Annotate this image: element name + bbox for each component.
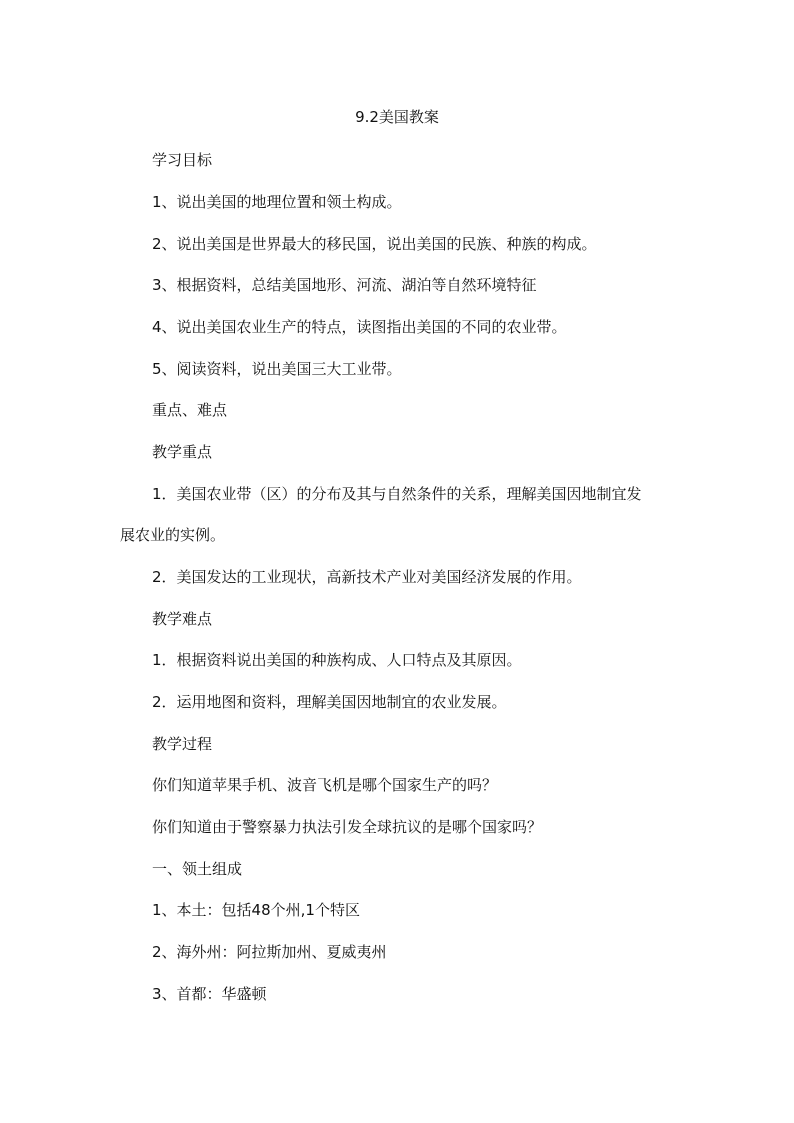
focus-item-1: 1．美国农业带（区）的分布及其与自然条件的关系，理解美国因地制宜发 [152, 485, 642, 503]
territory-item-1: 1、本土：包括48个州,1个特区 [152, 901, 360, 919]
heading-teaching-difficulty: 教学难点 [152, 610, 213, 628]
focus-item-1-continued: 展农业的实例。 [120, 526, 226, 544]
territory-item-3: 3、首都：华盛顿 [152, 985, 267, 1003]
goal-item-2: 2、说出美国是世界最大的移民国，说出美国的民族、种族的构成。 [152, 235, 597, 253]
difficulty-item-2: 2．运用地图和资料，理解美国因地制宜的农业发展。 [152, 693, 507, 711]
difficulty-item-1: 1．根据资料说出美国的种族构成、人口特点及其原因。 [152, 651, 522, 669]
heading-teaching-process: 教学过程 [152, 735, 213, 753]
goal-item-4: 4、说出美国农业生产的特点，读图指出美国的不同的农业带。 [152, 318, 567, 336]
process-question-2: 你们知道由于警察暴力执法引发全球抗议的是哪个国家吗？ [152, 818, 543, 836]
heading-teaching-focus: 教学重点 [152, 443, 213, 461]
heading-key-difficult: 重点、难点 [152, 401, 228, 419]
goal-item-3: 3、根据资料，总结美国地形、河流、湖泊等自然环境特征 [152, 276, 537, 294]
territory-item-2: 2、海外州：阿拉斯加州、夏威夷州 [152, 943, 387, 961]
document-title: 9.2美国教案 [355, 108, 439, 126]
section-territory: 一、领土组成 [152, 860, 243, 878]
goal-item-5: 5、阅读资料，说出美国三大工业带。 [152, 360, 402, 378]
process-question-1: 你们知道苹果手机、波音飞机是哪个国家生产的吗？ [152, 776, 498, 794]
focus-item-2: 2．美国发达的工业现状，高新技术产业对美国经济发展的作用。 [152, 568, 582, 586]
goal-item-1: 1、说出美国的地理位置和领土构成。 [152, 193, 402, 211]
heading-learning-goals: 学习目标 [152, 151, 213, 169]
